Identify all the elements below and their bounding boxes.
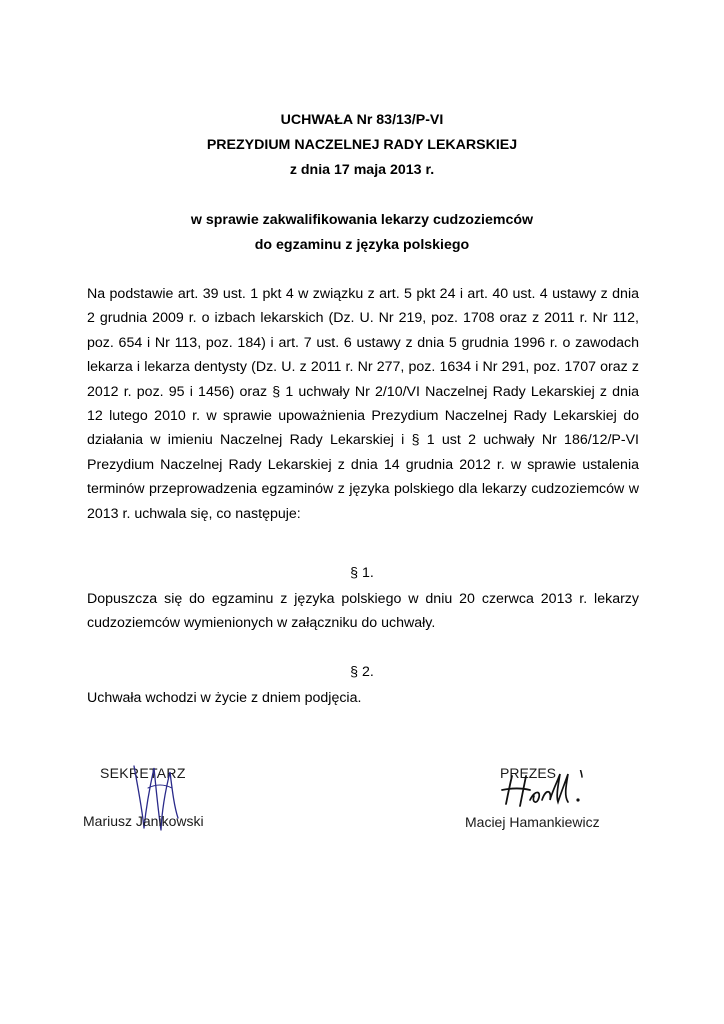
subject-line-2: do egzaminu z języka polskiego xyxy=(254,237,470,253)
section-2-text: Uchwała wchodzi w życie z dniem podjęcia. xyxy=(87,690,362,706)
president-title: PREZES xyxy=(500,765,557,781)
section-1-text: Dopuszcza się do egzaminu z języka polskiego w dniu 20 czerwca 2013 r. lekarzy cudzoziemców wymienionych w załączniku do uchwały. xyxy=(87,591,639,632)
president-name: Maciej Hamankiewicz xyxy=(465,814,600,830)
legal-basis-paragraph: Na podstawie art. 39 ust. 1 pkt 4 w związku z art. 5 pkt 24 i art. 40 ust. 4 ustawy z dnia 2 grudnia 2009 r. o izbach lekarskich (Dz. U. Nr 219, poz. 1708 oraz z 2011 r. Nr 112, poz. 654 i Nr 113, poz. 184) i art. 7 ust. 6 ustawy z dnia 5 grudnia 1996 r. o zawodach lekarza i lekarza dentysty (Dz. U. z 2011 r. Nr 277, poz. 1634 i Nr 291, poz. 1707 oraz z 2012 r. poz. 95 i 1456) oraz § 1 uchwały Nr 2/10/VI Naczelnej Rady Lekarskiej z dnia 12 lutego 2010 r. w sprawie upoważnienia Prezydium Naczelnej Rady Lekarskiej do działania w imieniu Naczelnej Rady Lekarskiej i § 1 ust 2 uchwały Nr 186/12/P-VI Prezydium Naczelnej Rady Lekarskiej z dnia 14 grudnia 2012 r. w sprawie ustalenia terminów przeprowadzenia egzaminów z języka polskiego dla lekarzy cudzoziemców w 2013 r. uchwala się, co następuje: xyxy=(87,286,639,522)
secretary-title: SEKRETARZ xyxy=(100,765,186,781)
resolution-header xyxy=(0,108,724,183)
section-2-heading: § 2. xyxy=(350,664,374,680)
issuing-body: PREZYDIUM NACZELNEJ RADY LEKARSKIEJ xyxy=(206,137,518,153)
section-1-heading: § 1. xyxy=(350,565,374,581)
president-signature xyxy=(496,770,608,812)
subject-line-1: w sprawie zakwalifikowania lekarzy cudzoziemców xyxy=(190,212,534,228)
resolution-subject xyxy=(0,208,724,258)
resolution-date: z dnia 17 maja 2013 r. xyxy=(289,162,435,178)
secretary-name: Mariusz Janikowski xyxy=(83,813,204,829)
resolution-number: UCHWAŁA Nr 83/13/P-VI xyxy=(280,112,444,128)
